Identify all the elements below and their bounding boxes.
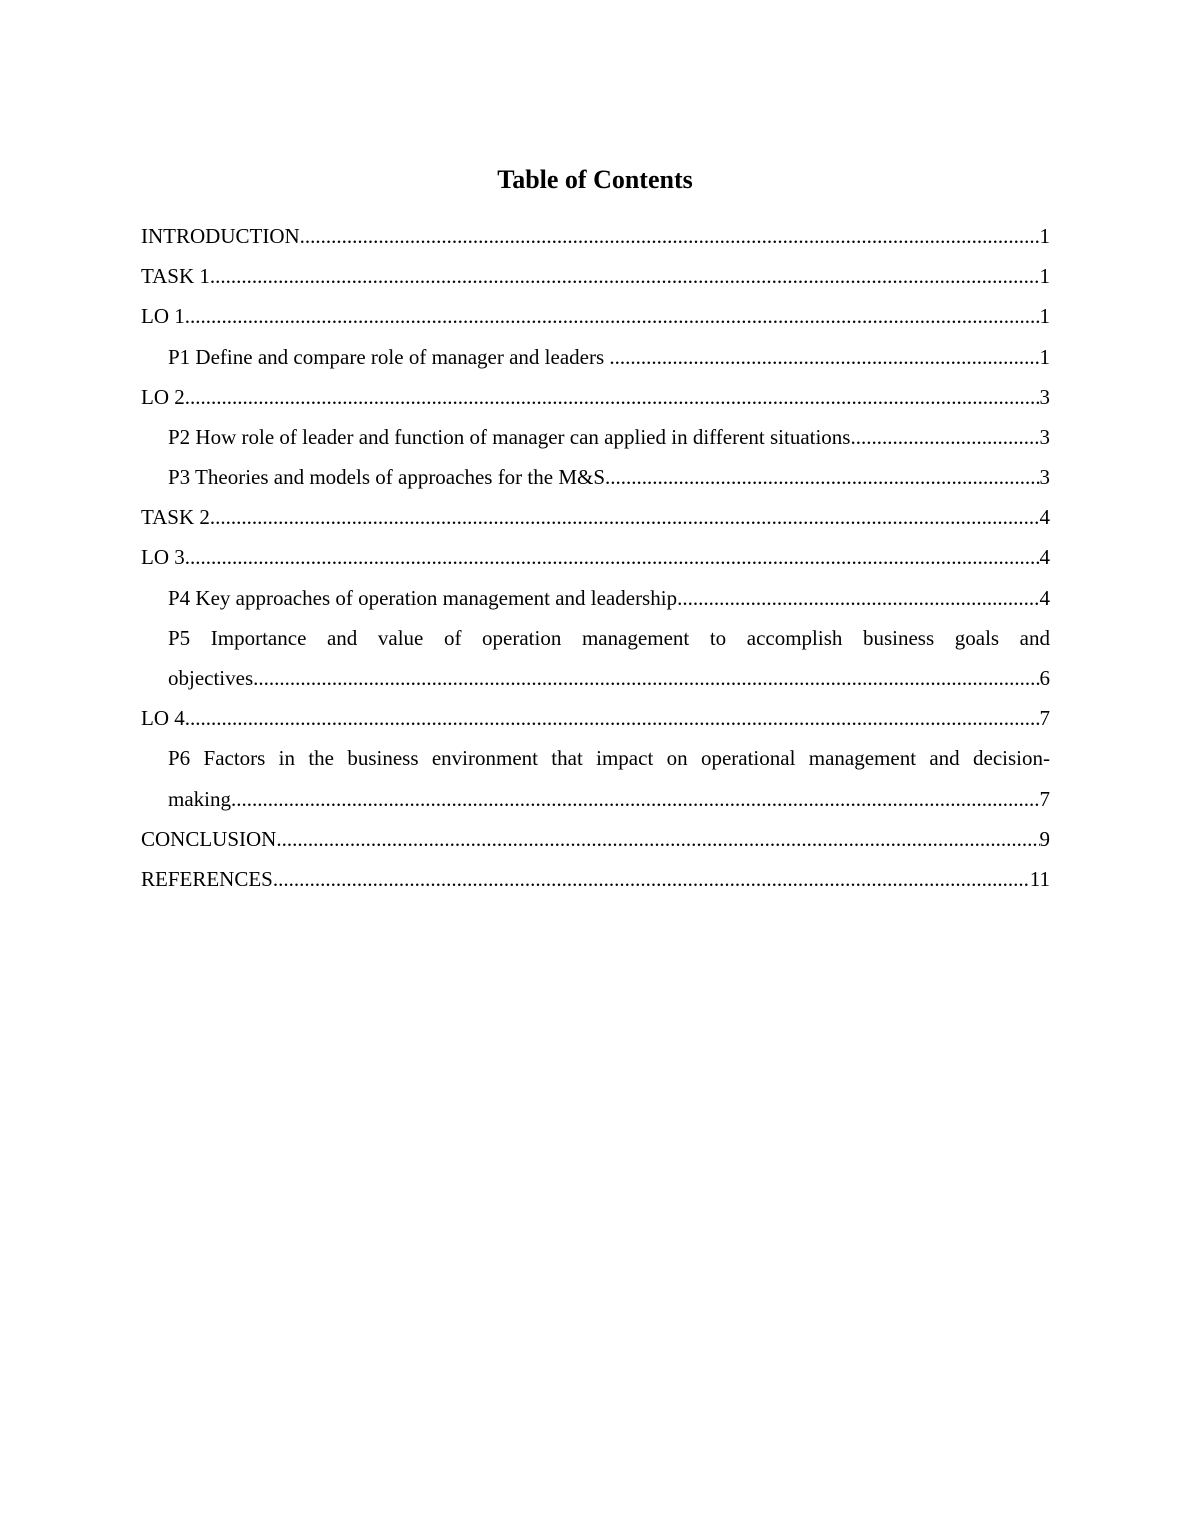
toc-title: Table of Contents [497,165,693,194]
dot-leader [185,296,1040,336]
toc-entry-label: LO 1 [141,304,185,329]
toc-entry-label: P3 Theories and models of approaches for the M&S [168,465,606,490]
toc-entry-p4[interactable] [141,578,1050,618]
toc-entry-label: TASK 1 [141,264,210,289]
toc-page-number: 7 [1039,786,1050,811]
dot-leader [273,859,1030,899]
dot-leader [185,538,1040,578]
toc-page-number: 6 [1039,666,1050,691]
toc-entry-label: P4 Key approaches of operation management and leadership [168,585,678,610]
toc-entry-lo-2[interactable] [141,377,1050,417]
toc-entry-label: P2 How role of leader and function of manager can applied in different situations [168,424,851,449]
toc-page-number: 1 [1039,304,1050,329]
toc-page-number: 1 [1039,344,1050,369]
toc-page-number: 11 [1029,866,1050,891]
toc-entry-label: LO 2 [141,384,185,409]
dot-leader [231,779,1040,819]
toc-entry-label: INTRODUCTION [141,223,300,248]
toc-entry-task-2[interactable] [141,497,1050,537]
toc-entry-p3[interactable] [141,457,1050,497]
toc-page-number: 3 [1039,465,1050,490]
toc-entry-label: P1 Define and compare role of manager and leaders [168,344,610,369]
toc-entry-label: making [168,786,231,811]
toc-entry-label: objectives [168,666,254,691]
toc-entry-p5[interactable] [141,618,1050,698]
dot-leader [609,337,1039,377]
toc-entry-conclusion[interactable] [141,819,1050,859]
toc-page-number: 3 [1039,384,1050,409]
toc-entry-label: TASK 2 [141,505,210,530]
toc-page-number: 4 [1039,545,1050,570]
dot-leader [605,457,1039,497]
dot-leader [210,497,1040,537]
toc-page-number: 1 [1039,223,1050,248]
toc-page-number: 1 [1039,264,1050,289]
dot-leader [185,377,1040,417]
dot-leader [185,698,1040,738]
toc-entry-p1[interactable] [141,337,1050,377]
toc-entry-lo-1[interactable] [141,296,1050,336]
toc-entry-p6[interactable] [141,738,1050,818]
dot-leader [276,819,1039,859]
toc-page-number: 4 [1039,505,1050,530]
toc-entry-lo-3[interactable] [141,538,1050,578]
toc-entry-p2[interactable] [141,417,1050,457]
toc-entry-label-line-1: P5 Importance and value of operation management to accomplish business goals and [168,625,1050,650]
toc-entry-task-1[interactable] [141,256,1050,296]
dot-leader [210,256,1040,296]
toc-entry-label: REFERENCES [141,866,273,891]
toc-entry-label: LO 3 [141,545,185,570]
dot-leader [253,658,1039,698]
dot-leader [850,417,1039,457]
toc-entry-introduction[interactable] [141,216,1050,256]
dot-leader [300,216,1040,256]
toc-entry-label-line-1: P6 Factors in the business environment that impact on operational management and decision- [168,746,1050,771]
toc-page-number: 3 [1039,424,1050,449]
toc-page-number: 4 [1039,585,1050,610]
toc-entry-lo-4[interactable] [141,698,1050,738]
toc-list [141,216,1050,899]
toc-entry-label: CONCLUSION [141,826,277,851]
toc-entry-label: LO 4 [141,706,185,731]
toc-page-number: 7 [1039,706,1050,731]
toc-page-number: 9 [1039,826,1050,851]
toc-entry-references[interactable] [141,859,1050,899]
dot-leader [677,578,1039,618]
